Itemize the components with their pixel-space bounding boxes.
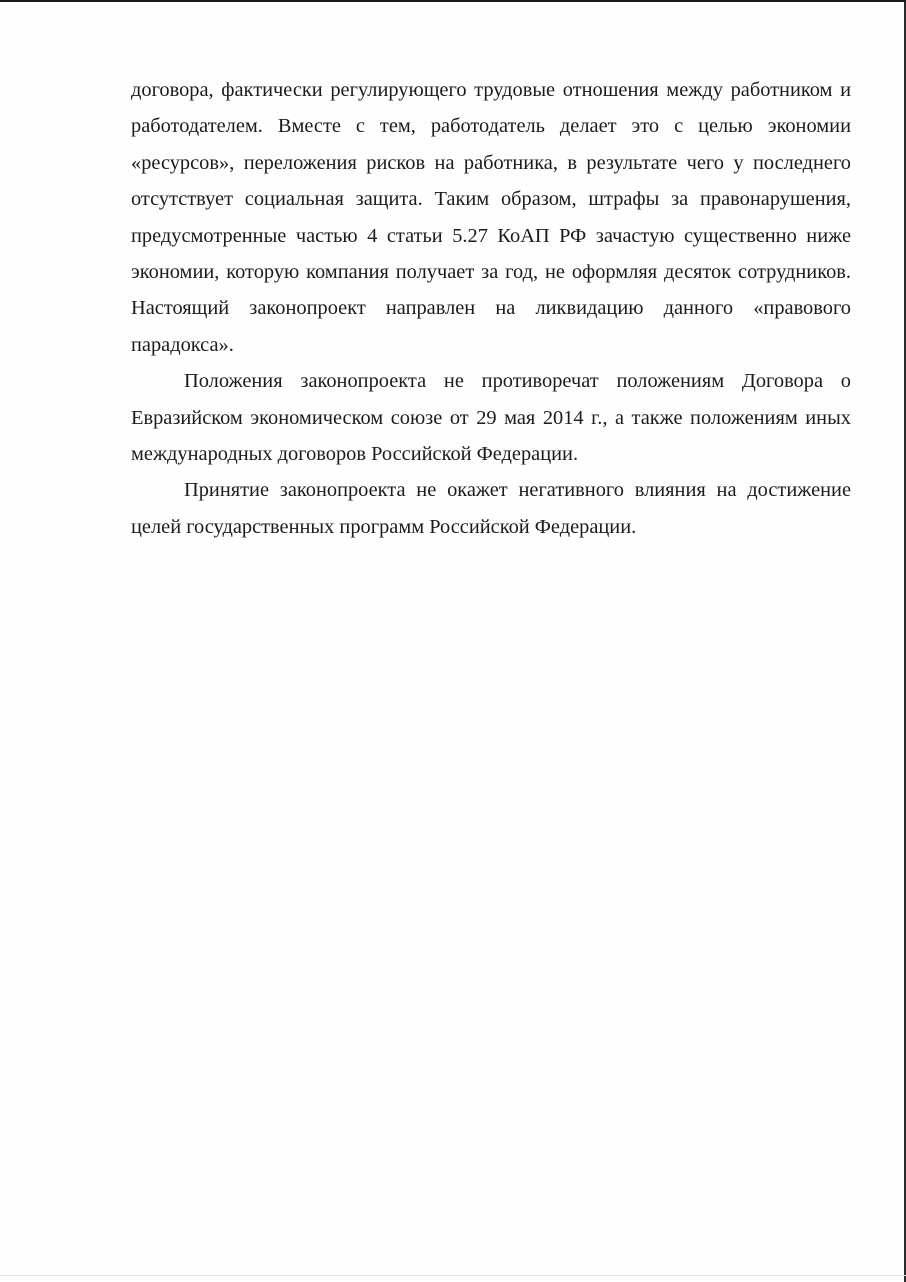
- scan-bottom-edge: [0, 1275, 906, 1276]
- paragraph-continuation: договора, фактически регулирующего трудовые отношения между работником и работодателем. Вместе с тем, работодатель делает это с целью экономии «ресурсов», переложения рисков на работника, в результате чего у последнего отсутствует социальная защита. Таким образом, штрафы за правонарушения, предусмотренные частью 4 статьи 5.27 КоАП РФ зачастую существенно ниже экономии, которую компания получает за год, не оформляя десяток сотрудников. Настоящий законопроект направлен на ликвидацию данного «правового парадокса».: [131, 79, 851, 356]
- paragraph-state-programs: Принятие законопроекта не окажет негативного влияния на достижение целей государственных программ Российской Федерации.: [131, 479, 851, 538]
- document-body: [131, 72, 851, 545]
- paragraph-eaeu-compliance: Положения законопроекта не противоречат положениям Договора о Евразийском экономическом союзе от 29 мая 2014 г., а также положениям иных международных договоров Российской Федерации.: [131, 370, 851, 466]
